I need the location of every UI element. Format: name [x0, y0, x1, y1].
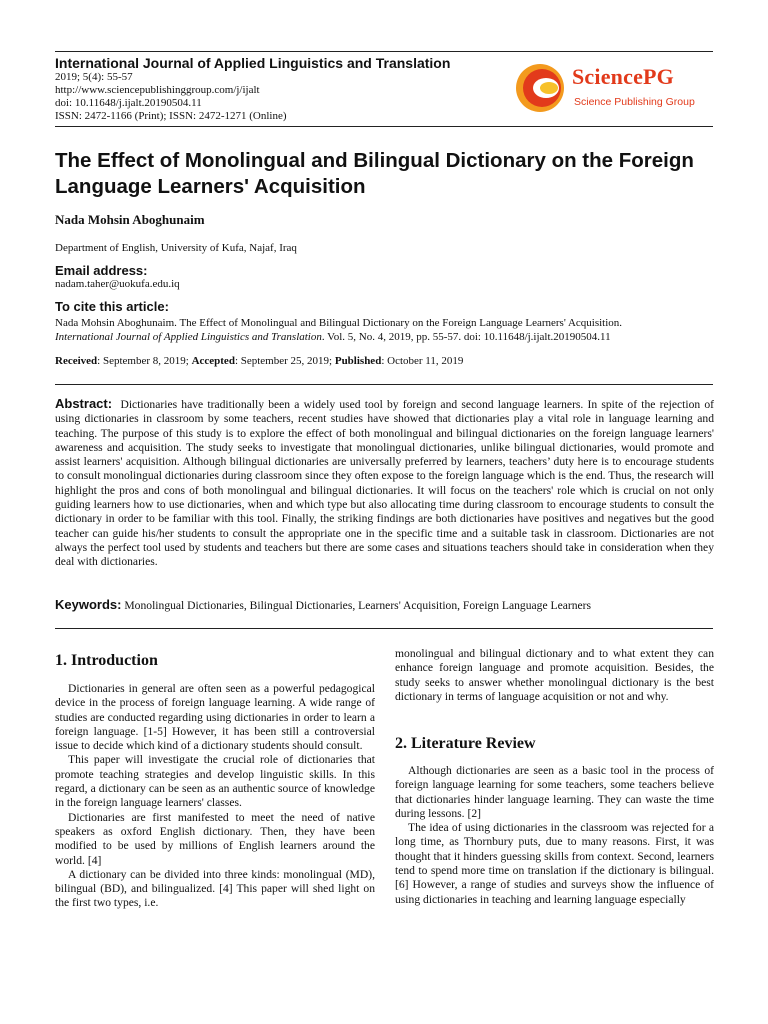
paragraph: A dictionary can be divided into three kinds: monolingual (MD), bilingual (BD), and bilingualized. [4] This paper will shed light on the first two types, i.e.: [55, 867, 375, 910]
journal-url[interactable]: http://www.sciencepublishinggroup.com/j/ijalt: [55, 84, 260, 96]
section-1-continuation: [395, 647, 714, 704]
journal-issue: 2019; 5(4): 55-57: [55, 71, 133, 83]
keywords-label: Keywords:: [55, 597, 122, 612]
paragraph: monolingual and bilingual dictionary and to what extent they can enhance foreign language and promote acquisition. Besides, the study seeks to answer whether monolingual dictionary is the best dictionary in terms of language acquisition or not and why.: [395, 647, 714, 703]
cite-journal: International Journal of Applied Linguistics and Translation: [55, 331, 322, 343]
accepted-date: : September 25, 2019;: [234, 355, 335, 367]
sciencepg-logo: [512, 58, 712, 118]
received-date: : September 8, 2019;: [97, 355, 192, 367]
paragraph: This paper will investigate the crucial role of dictionaries that promote teaching strategies and develop linguistic skills. In this regard, a dictionary can be seen as an authentic source of knowledge in the foreign language learners' classes.: [55, 753, 375, 810]
section-2-body: [395, 764, 714, 907]
section-1-body: [55, 682, 375, 911]
author-name: Nada Mohsin Aboghunaim: [55, 212, 205, 227]
publication-dates: [55, 355, 463, 368]
paper-title: The Effect of Monolingual and Bilingual Dictionary on the Foreign Language Learners' Acquisition: [55, 149, 694, 198]
abstract-label: Abstract:: [55, 396, 113, 411]
abstract: [55, 397, 714, 570]
section-2-heading: 2. Literature Review: [395, 735, 536, 752]
cite-line-1: Nada Mohsin Aboghunaim. The Effect of Monolingual and Bilingual Dictionary on the Foreign Language Learners' Acquisition.: [55, 317, 623, 329]
paragraph: The idea of using dictionaries in the classroom was rejected for a long time, as Thornbury puts, due to many reasons. First, it was thought that it hinders guessing skills from context. Second, learners tend to spend more time on translation if the dictionary is bilingual. [6] However, a range of studies and surveys show the influence of using dictionaries in teaching and learning language especially: [395, 821, 714, 906]
accepted-label: Accepted: [191, 355, 235, 367]
journal-issn: ISSN: 2472-1166 (Print); ISSN: 2472-1271 (Online): [55, 110, 287, 122]
journal-doi: doi: 10.11648/j.ijalt.20190504.11: [55, 97, 202, 109]
email-address[interactable]: nadam.taher@uokufa.edu.iq: [55, 278, 180, 290]
cite-label: To cite this article:: [55, 299, 169, 314]
abstract-text: Dictionaries have traditionally been a widely used tool by foreign and second language learners. In spite of the rejection of using dictionaries in classroom by some teachers, recent studies have showed that dictionaries play a vital role in language learning and teaching. The purpose of this study is to explore the effect of both monolingual and bilingual dictionaries on the foreign language learners' awareness and acquisition. The study seeks to investigate that monolingual dictionaries, unlike bilingual dictionaries, would promote and assist learners' acquisition. Although bilingual dictionaries are universally preferred by learners, teachers’ duty here is to encourage students to consult monolingual dictionaries during classroom since they often expose to the foreign language which is the end. Thus, the research will highlight the pros and cons of both monolingual and bilingual dictionaries. It will focus on the teachers' role which is crucial on not only guiding learners how to use dictionaries, when and which type but also allocating time during classroom to encourage students to consult the dictionary in order to be familiar with this tool. Finally, the striking findings are both dictionaries have positives and negatives but the good teacher can guide his/her students to consult the appropriate one in the specific time and a suitable task in classroom. Dictionaries are not always the perfect tool used by students and teachers but there are some cases and situations teachers should take in consideration when they deal with dictionaries.: [55, 398, 715, 569]
header-rule: [55, 126, 713, 127]
keywords: [55, 597, 714, 612]
abstract-bottom-rule: [55, 628, 713, 629]
journal-name: International Journal of Applied Linguistics and Translation: [55, 55, 451, 71]
cite-line-2: [55, 331, 715, 344]
paragraph: Although dictionaries are seen as a basic tool in the process of foreign language learning for some teachers, some teachers believe that dictionaries hinder language learning. They can waste the time during lessons. [2]: [395, 764, 714, 820]
section-1-heading: 1. Introduction: [55, 652, 158, 669]
top-rule: [55, 51, 713, 52]
paragraph: Dictionaries in general are often seen as a powerful pedagogical device in the process of foreign language learning. A wide range of studies are conducted regarding using dictionaries in order to learn a foreign language. [1-5] However, it has been still a controversial issue to decide which kind of a dictionary students should consult.: [55, 682, 375, 753]
logo-wordmark: SciencePG: [572, 64, 674, 89]
keywords-text: Monolingual Dictionaries, Bilingual Dictionaries, Learners' Acquisition, Foreign Language Learners: [124, 599, 592, 612]
received-label: Received: [55, 355, 98, 367]
paragraph: Dictionaries are first manifested to meet the need of native speakers as oxford English dictionary. Then, they have been modified to be used by millions of English learners around the world. [4]: [55, 810, 375, 867]
cite-details: . Vol. 5, No. 4, 2019, pp. 55-57. doi: 10.11648/j.ijalt.20190504.11: [321, 331, 611, 343]
abstract-top-rule: [55, 384, 713, 385]
email-label: Email address:: [55, 263, 148, 278]
affiliation: Department of English, University of Kufa, Najaf, Iraq: [55, 242, 297, 254]
published-date: : October 11, 2019: [381, 355, 464, 367]
logo-tagline: Science Publishing Group: [574, 96, 695, 108]
published-label: Published: [334, 355, 382, 367]
